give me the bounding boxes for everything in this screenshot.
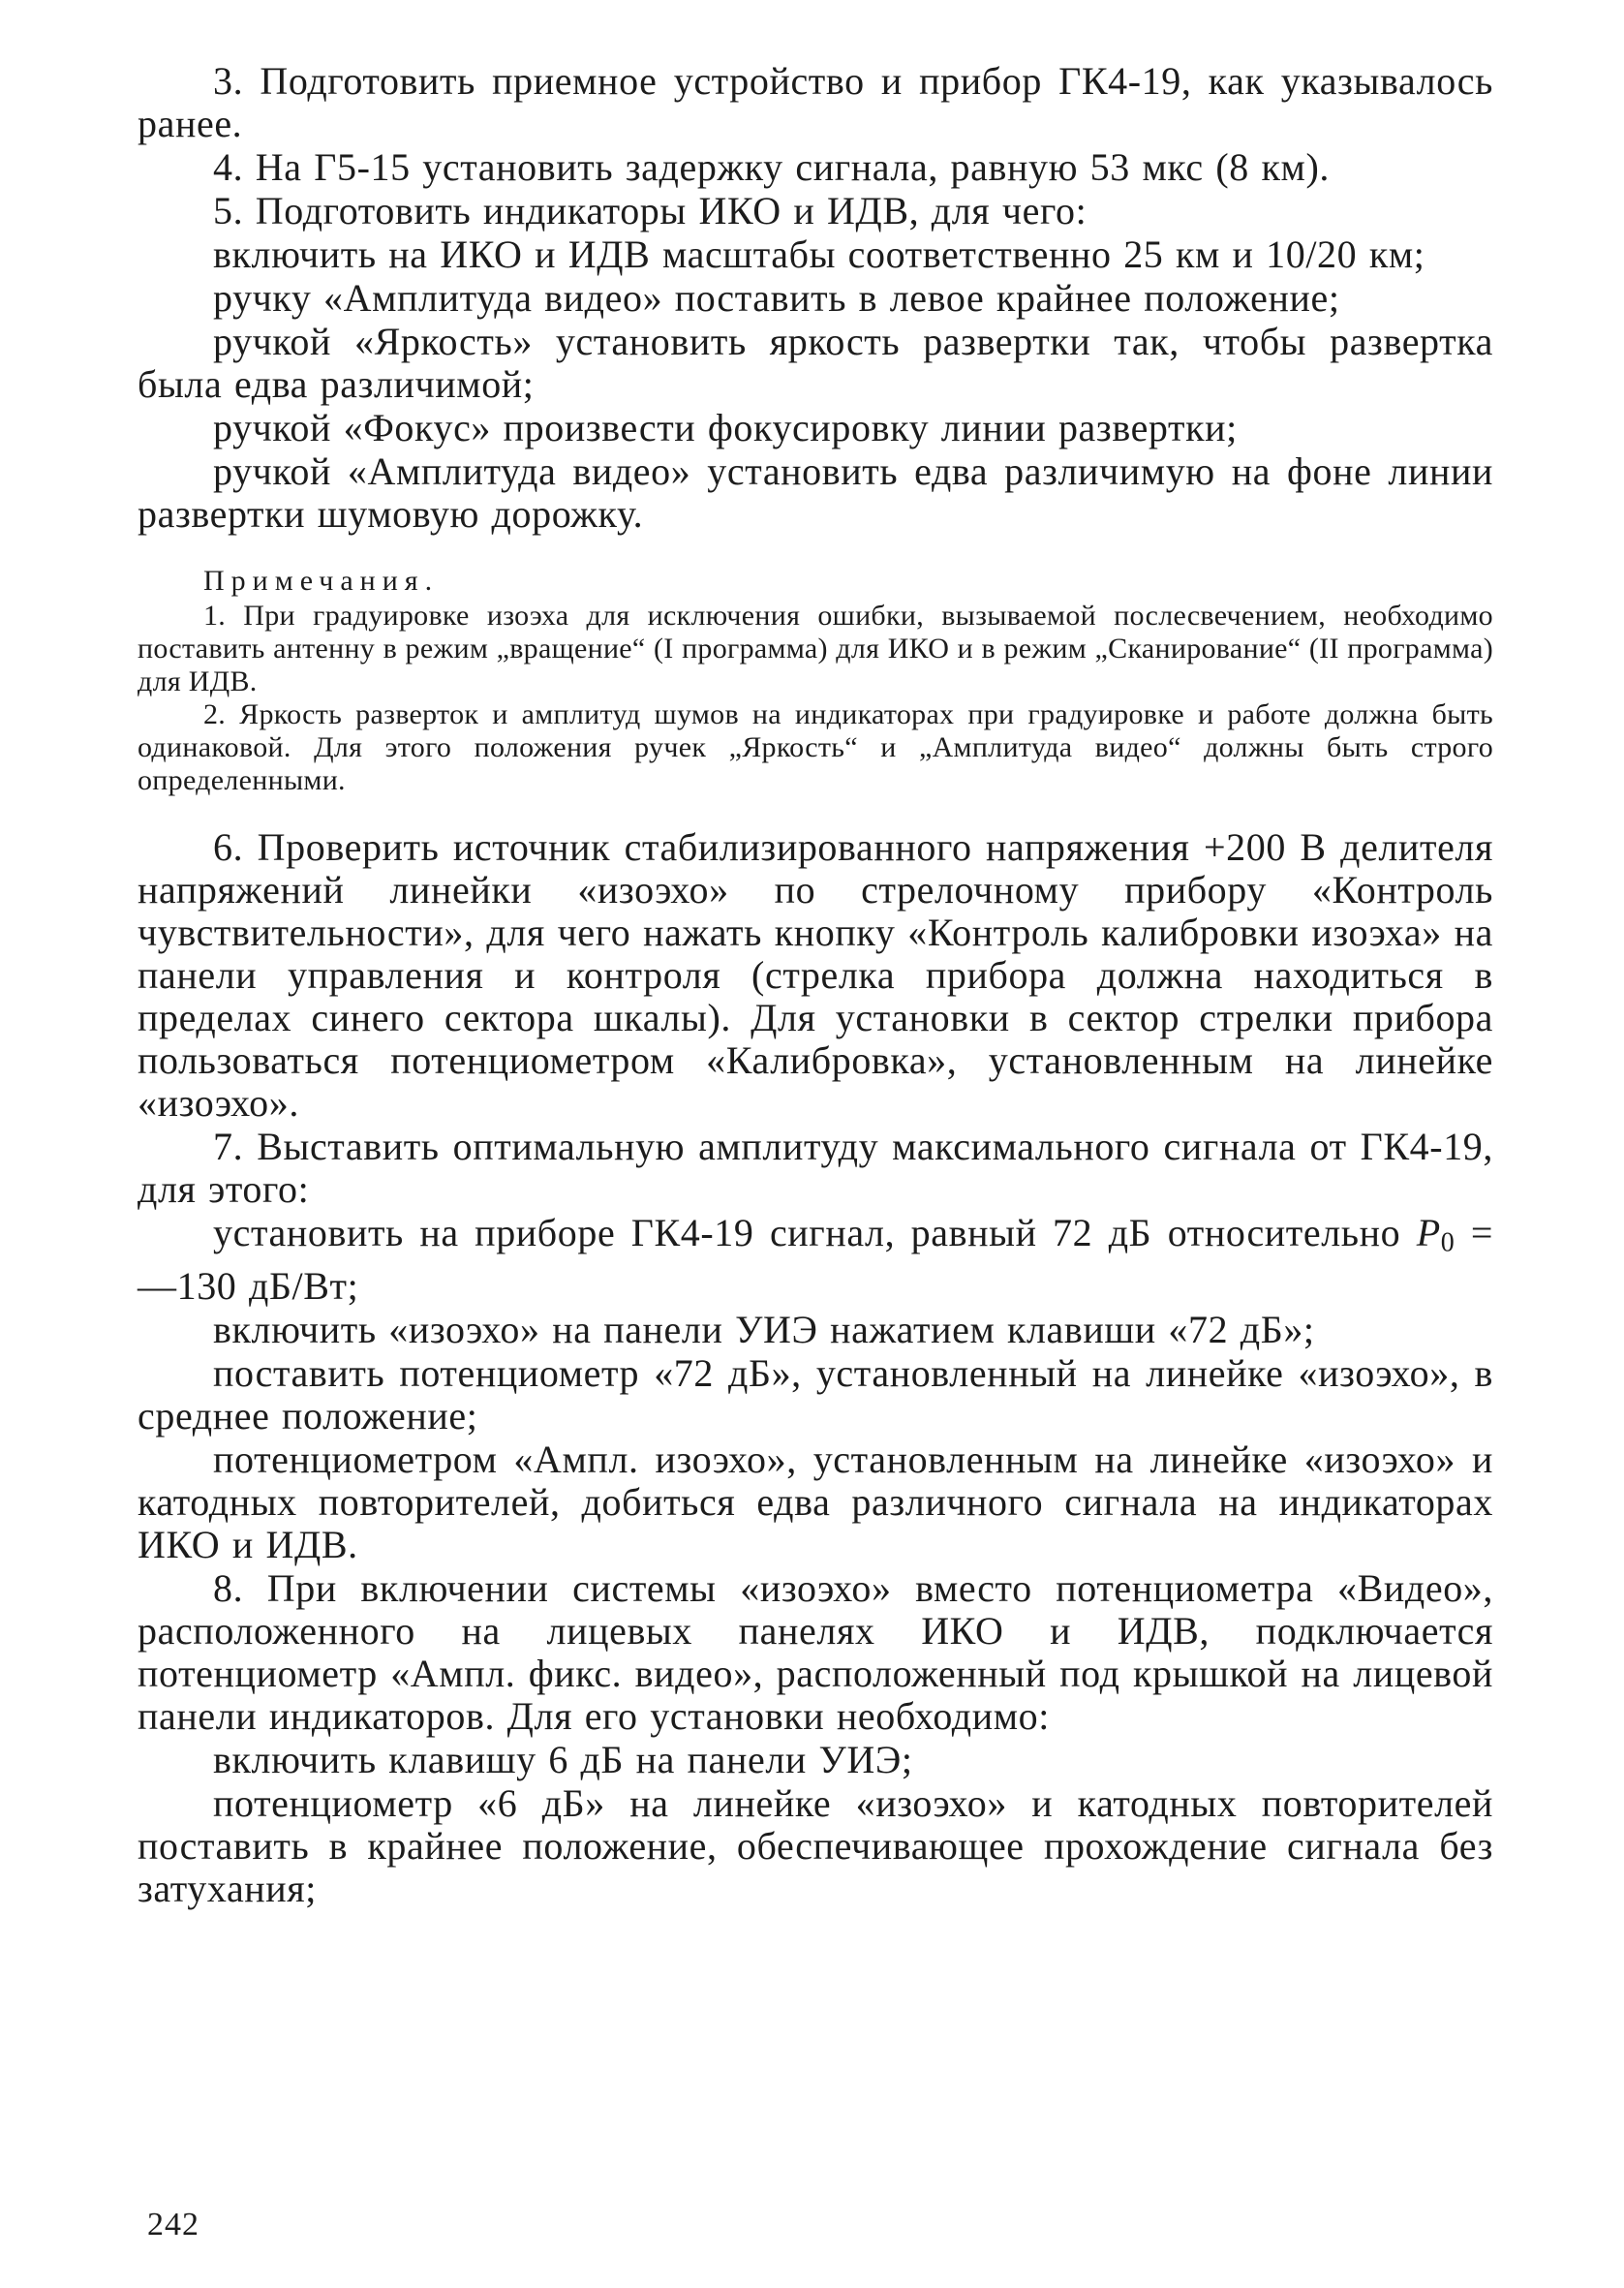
note-1: 1. При градуировке изоэха для исключения ошибки, вызываемой послесвечением, необходимо поставить антенну в режим „вращение“ (I программа) для ИКО и в режим „Сканирование“ (II программа) для ИДВ. <box>138 600 1493 697</box>
paragraph-step-5-amplitude: ручку «Амплитуда видео» поставить в левое крайнее положение; <box>213 276 1340 320</box>
paragraph-step-5-focus: ручкой «Фокус» произвести фокусировку линии развертки; <box>213 406 1238 449</box>
signal-text-before: установить на приборе ГК4-19 сигнал, равный 72 дБ относительно <box>213 1211 1417 1254</box>
paragraph-step-5-brightness: ручкой «Яркость» установить яркость развертки так, чтобы развертка была едва различимой; <box>138 320 1493 406</box>
paragraph-step-8-key: включить клавишу 6 дБ на панели УИЭ; <box>213 1737 913 1781</box>
paragraph-step-7-potentiometer: поставить потенциометр «72 дБ», установленный на линейке «изоэхо», в среднее положение; <box>138 1350 1493 1438</box>
paragraph-step-6: 6. Проверить источник стабилизированного напряжения +200 В делителя напряжений линейки «изоэхо» по стрелочному прибору «Контроль чувствительности», для чего нажать кнопку «Контроль калибровки изоэха» на панели управления и контроля (стрелка прибора должна находиться в пределах синего сектора шкалы). Для установки в сектор стрелки прибора пользоваться потенциометром «Калибровка», установленным на линейке «изоэхо». <box>138 825 1493 1125</box>
paragraph-step-8-potentiometer: потенциометр «6 дБ» на линейке «изоэхо» и катодных повторителей поставить в крайнее положение, обеспечивающее прохождение сигнала без затухания; <box>138 1780 1493 1910</box>
paragraph-step-8: 8. При включении системы «изоэхо» вместо потенциометра «Видео», расположенного на лицевых панелях ИКО и ИДВ, подключается потенциометр «Ампл. фикс. видео», расположенный под крышкой на лицевой панели индикаторов. Для его установки необходимо: <box>138 1565 1493 1738</box>
paragraph-step-7-isoecho: включить «изоэхо» на панели УИЭ нажатием клавиши «72 дБ»; <box>213 1307 1315 1351</box>
paragraph-step-7-adjust: потенциометром «Ампл. изоэхо», установленным на линейке «изоэхо» и катодных повторителей, добиться едва различного сигнала на индикаторах ИКО и ИДВ. <box>138 1437 1493 1566</box>
paragraph-step-5-scales: включить на ИКО и ИДВ масштабы соответственно 25 км и 10/20 км; <box>213 232 1425 276</box>
paragraph-step-7: 7. Выставить оптимальную амплитуду максимального сигнала от ГК4-19, для этого: <box>138 1125 1493 1211</box>
paragraph-step-5: 5. Подготовить индикаторы ИКО и ИДВ, для чего: <box>213 189 1088 232</box>
page-body <box>138 60 1493 1910</box>
signal-text-after: = —130 дБ/Вт; <box>138 1211 1493 1308</box>
power-subscript: 0 <box>1440 1227 1455 1258</box>
paragraph-step-4: 4. На Г5-15 установить задержку сигнала, равную 53 мкс (8 км). <box>213 145 1330 189</box>
paragraph-step-7-signal <box>138 1212 1493 1308</box>
paragraph-step-5-noise: ручкой «Амплитуда видео» установить едва различимую на фоне линии развертки шумовую дорожку. <box>138 449 1493 536</box>
paragraph-step-3: 3. Подготовить приемное устройство и прибор ГК4-19, как указывалось ранее. <box>138 59 1493 145</box>
power-symbol: P <box>1416 1211 1441 1254</box>
notes-title: Примечания. <box>203 565 440 597</box>
note-2: 2. Яркость разверток и амплитуд шумов на индикаторах при градуировке и работе должна быть одинаковой. Для этого положения ручек „Яркость“ и „Амплитуда видео“ должны быть строго определенными. <box>138 698 1493 796</box>
page-number: 242 <box>147 2207 199 2242</box>
notes-block <box>138 565 1493 797</box>
